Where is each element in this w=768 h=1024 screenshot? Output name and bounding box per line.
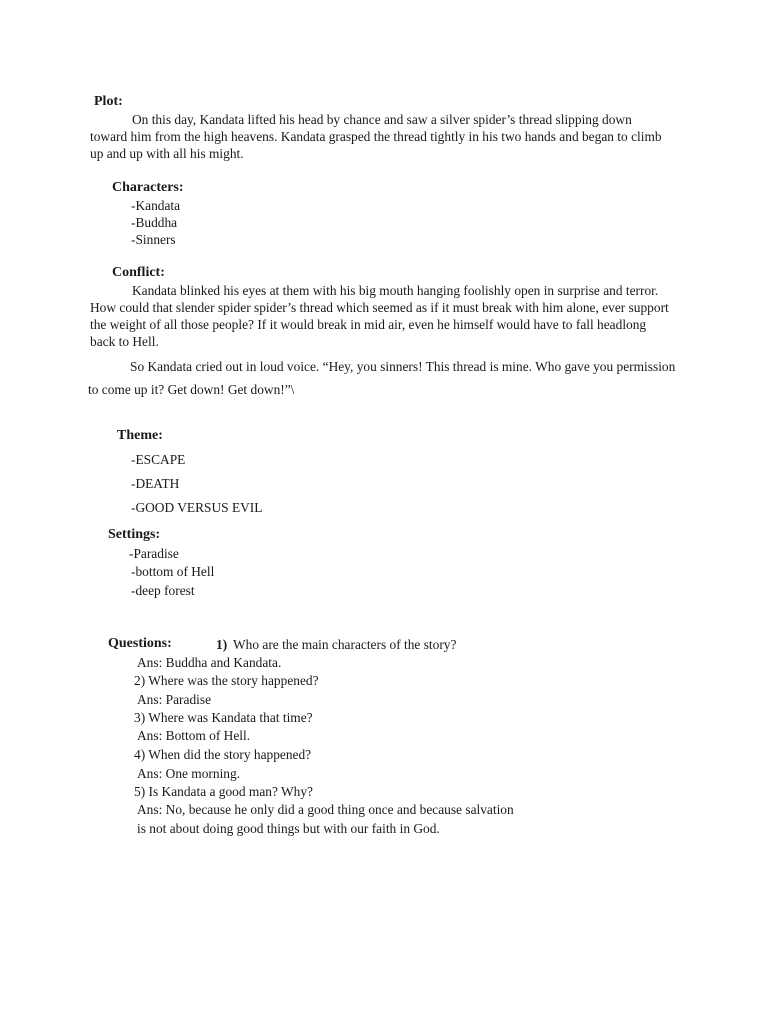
- plot-heading: Plot:: [94, 94, 123, 109]
- question-number: 1): [216, 637, 228, 652]
- answer-line: Ans: No, because he only did a good thing once and because salvation: [137, 802, 514, 817]
- conflict-heading: Conflict:: [112, 265, 165, 280]
- character-item: -Buddha: [131, 215, 178, 230]
- answer-line: Ans: Buddha and Kandata.: [137, 655, 282, 670]
- characters-heading: Characters:: [112, 180, 184, 195]
- theme-item: -DEATH: [131, 476, 180, 491]
- settings-item: -bottom of Hell: [131, 564, 215, 579]
- question-line: 5) Is Kandata a good man? Why?: [134, 784, 313, 799]
- character-item: -Kandata: [131, 198, 181, 213]
- questions-heading: Questions:: [108, 636, 172, 651]
- conflict-text: Kandata blinked his eyes at them with his big mouth hanging foolishly open in surprise and terror. How could that slender spider spider’s thread which seemed as if it must break with him alone, ever support the weight of all those people? If it would break in mid air, even he himself would have to fall headlong back to Hell.: [90, 283, 669, 349]
- question-text: Who are the main characters of the story?: [233, 637, 457, 652]
- settings-heading: Settings:: [108, 527, 161, 542]
- question-line: 2) Where was the story happened?: [134, 673, 319, 688]
- answer-line: is not about doing good things but with our faith in God.: [137, 821, 440, 836]
- plot-text: On this day, Kandata lifted his head by chance and saw a silver spider’s thread slipping down toward him from the high heavens. Kandata grasped the thread tightly in his two hands and began to climb up and up with all his might.: [90, 112, 662, 161]
- question-line: 4) When did the story happened?: [134, 747, 312, 762]
- settings-item: -deep forest: [131, 583, 195, 598]
- conflict-quote: So Kandata cried out in loud voice. “Hey, you sinners! This thread is mine. Who gave you permission to come up it? Get down! Get down!”\: [88, 359, 676, 397]
- answer-line: Ans: Bottom of Hell.: [137, 728, 251, 743]
- theme-heading: Theme:: [117, 428, 163, 443]
- theme-item: -ESCAPE: [131, 452, 186, 467]
- character-item: -Sinners: [131, 232, 176, 247]
- settings-item: -Paradise: [129, 546, 179, 561]
- answer-line: Ans: One morning.: [137, 766, 241, 781]
- answer-line: Ans: Paradise: [137, 692, 212, 707]
- theme-item: -GOOD VERSUS EVIL: [131, 500, 263, 515]
- question-line: 3) Where was Kandata that time?: [134, 710, 313, 725]
